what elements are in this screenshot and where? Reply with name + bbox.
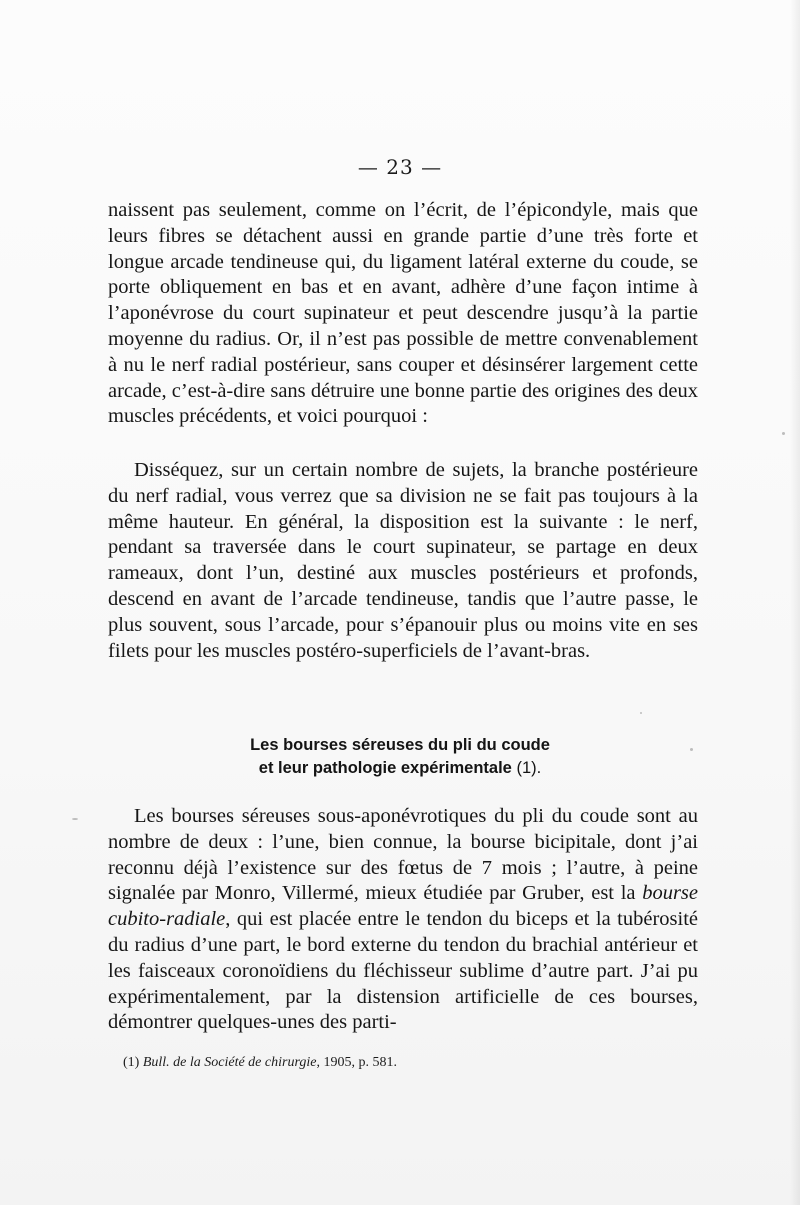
section-heading-line2: et leur pathologie expérimentale — [258, 759, 512, 777]
paragraph-dissection — [108, 458, 698, 664]
paragraph-3-italic-term: bourse cubito-radiale — [108, 882, 698, 931]
scan-speck — [782, 432, 785, 435]
footnote-citation: , 1905, p. 581. — [316, 1055, 397, 1070]
footnote — [123, 1055, 397, 1071]
page-number: — 23 — — [357, 155, 443, 179]
footnote-number: (1) — [123, 1055, 140, 1070]
scan-speck — [690, 748, 693, 751]
paragraph-3-after-italic: , qui est placée entre le tendon du biceps et la tubérosité du radius d’une part, le bord externe du tendon du brachial antérieur et les faisceaux coronoïdiens du fléchisseur sublime d’autre part. J’ai pu expérimentalement, par la distension artificielle de ces bourses, démontrer quelques-unes des parti- — [108, 908, 698, 1034]
paragraph-continuation — [108, 198, 698, 430]
footnote-journal: Bull. de la Société de chirurgie — [142, 1055, 317, 1070]
scan-speck — [640, 712, 642, 714]
paragraph-3-before-italic: Les bourses séreuses sous-aponévrotiques du pli du coude sont au nombre de deux : l’une, bien connue, la bourse bicipitale, dont j’ai reconnu déjà l’existence sur des fœtus de 7 mois ; l’autre, à peine signalée par Monro, Villermé, mieux étudiée par Gruber, est la — [108, 805, 698, 905]
paragraph-1-text: naissent pas seulement, comme on l’écrit, de l’épicondyle, mais que leurs fibres se détachent aussi en grande partie d’une très forte et longue arcade tendineuse qui, du ligament latéral externe du coude, se porte obliquement en bas et en avant, adhère d’une façon intime à l’aponévrose du court supinateur et peut descendre jusqu’à la partie moyenne du radius. Or, il n’est pas possible de mettre convenablement à nu le nerf radial postérieur, sans couper et désinsérer largement cette arcade, c’est-à-dire sans détruire une bonne partie des origines des deux muscles précédents, et voici pourquoi : — [108, 199, 698, 428]
scan-speck — [72, 818, 78, 820]
footnote-reference: (1). — [516, 759, 542, 777]
section-heading — [0, 734, 800, 780]
page-edge-shadow — [790, 0, 800, 1205]
paragraph-3-text — [108, 804, 698, 1036]
paragraph-2-text: Disséquez, sur un certain nombre de sujets, la branche postérieure du nerf radial, vous verrez que sa division ne se fait pas toujours à la même hauteur. En général, la disposition est la suivante : le nerf, pendant sa traversée dans le court supinateur, se partage en deux rameaux, dont l’un, destiné aux muscles postérieurs et profonds, descend en avant de l’arcade tendineuse, tandis que l’autre passe, le plus souvent, sous l’arcade, pour s’épanouir plus ou moins vite en ses filets pour les muscles postéro-superficiels de l’avant-bras. — [108, 459, 698, 662]
section-heading-line1: Les bourses séreuses du pli du coude — [250, 736, 550, 754]
section-heading-line2-wrap — [0, 757, 800, 780]
paragraph-bursae — [108, 804, 698, 1036]
